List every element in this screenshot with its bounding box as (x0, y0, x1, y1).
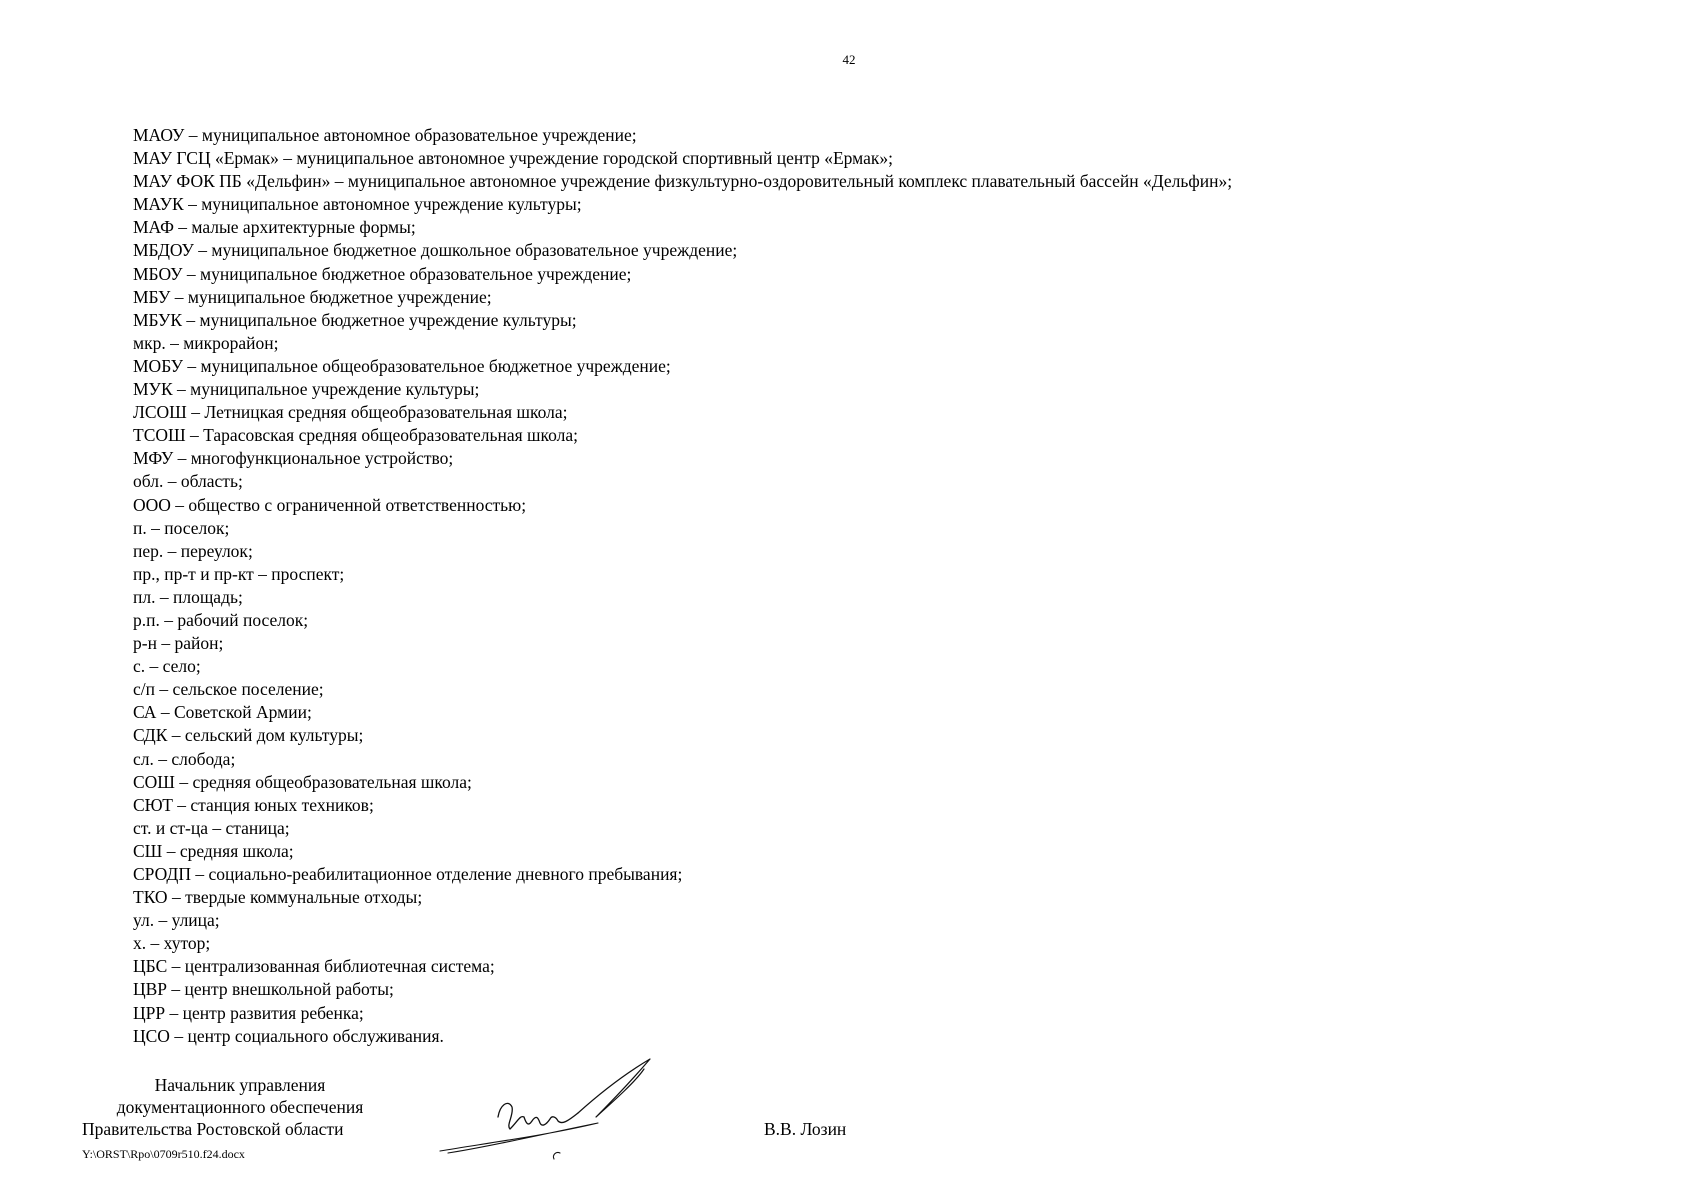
abbreviation-item: обл. – область; (133, 471, 243, 492)
abbreviation-item: сл. – слобода; (133, 748, 236, 769)
abbreviations-list (133, 124, 1232, 1048)
signer-name: В.В. Лозин (764, 1119, 847, 1139)
abbreviation-item: МАУ ГСЦ «Ермак» – муниципальное автономное учреждение городской спортивный центр «Ермак»; (133, 148, 893, 169)
signature-block (80, 1074, 400, 1140)
abbreviation-item: ЦБС – централизованная библиотечная система; (133, 956, 495, 977)
abbreviation-item: ООО – общество с ограниченной ответственностью; (133, 494, 527, 515)
abbreviation-item: р-н – район; (133, 633, 224, 654)
abbreviation-item: СА – Советской Армии; (133, 702, 312, 723)
signer-position-line-1: Начальник управления (154, 1075, 326, 1095)
abbreviation-item: СРОДП – социально-реабилитационное отделение дневного пребывания; (133, 864, 683, 884)
abbreviation-item: МАФ – малые архитектурные формы; (133, 217, 416, 238)
abbreviation-item: р.п. – рабочий поселок; (133, 609, 309, 630)
abbreviation-item: п. – поселок; (133, 517, 230, 538)
abbreviation-item: с/п – сельское поселение; (133, 679, 324, 700)
abbreviation-item: СОШ – средняя общеобразовательная школа; (133, 771, 472, 792)
abbreviation-item: МБУ – муниципальное бюджетное учреждение; (133, 286, 492, 307)
abbreviation-item: СЮТ – станция юных техников; (133, 794, 374, 815)
abbreviation-item: ЦСО – центр социального обслуживания. (133, 1025, 444, 1046)
abbreviation-item: ул. – улица; (133, 910, 220, 931)
abbreviation-item: ТКО – твердые коммунальные отходы; (133, 887, 423, 908)
abbreviation-item: МФУ – многофункциональное устройство; (133, 448, 454, 469)
abbreviation-item: х. – хутор; (133, 933, 211, 954)
signer-position-line-2: документационного обеспечения (116, 1097, 364, 1117)
abbreviation-item: ТСОШ – Тарасовская средняя общеобразовательная школа; (133, 425, 578, 446)
file-path: Y:\ORST\Rpo\0709r510.f24.docx (82, 1147, 245, 1161)
abbreviation-item: МАОУ – муниципальное автономное образовательное учреждение; (133, 125, 637, 145)
abbreviation-item: ЛСОШ – Летницкая средняя общеобразовательная школа; (133, 402, 568, 423)
handwritten-signature (428, 1055, 668, 1165)
signature-stroke-main (440, 1123, 598, 1153)
abbreviation-item: МУК – муниципальное учреждение культуры; (133, 379, 480, 400)
signature-stroke-loops (498, 1103, 578, 1129)
signature-stroke-hook (553, 1152, 560, 1159)
abbreviation-item: МБДОУ – муниципальное бюджетное дошкольное образовательное учреждение; (133, 240, 738, 261)
abbreviation-item: пл. – площадь; (133, 586, 243, 607)
abbreviation-item: МАУК – муниципальное автономное учреждение культуры; (133, 194, 582, 215)
signature-stroke-rising (578, 1059, 650, 1117)
abbreviation-item: СШ – средняя школа; (133, 840, 294, 861)
abbreviation-item: пер. – переулок; (133, 540, 253, 561)
abbreviation-item: мкр. – микрорайон; (133, 332, 279, 353)
abbreviation-item: ст. и ст-ца – станица; (133, 817, 290, 838)
abbreviation-item: пр., пр-т и пр-кт – проспект; (133, 563, 345, 584)
abbreviation-item: МАУ ФОК ПБ «Дельфин» – муниципальное автономное учреждение физкультурно-оздоровительный комплекс плавательный бассейн «Дельфин»; (133, 171, 1233, 192)
abbreviation-item: МБОУ – муниципальное бюджетное образовательное учреждение; (133, 263, 632, 284)
abbreviation-item: МОБУ – муниципальное общеобразовательное бюджетное учреждение; (133, 355, 671, 376)
abbreviation-item: ЦВР – центр внешкольной работы; (133, 979, 394, 1000)
abbreviation-item: СДК – сельский дом культуры; (133, 725, 364, 746)
page-number: 42 (842, 52, 856, 67)
abbreviation-item: с. – село; (133, 656, 201, 677)
signer-position-line-3: Правительства Ростовской области (82, 1119, 344, 1139)
abbreviation-item: МБУК – муниципальное бюджетное учреждение культуры; (133, 309, 577, 330)
abbreviation-item: ЦРР – центр развития ребенка; (133, 1002, 364, 1023)
